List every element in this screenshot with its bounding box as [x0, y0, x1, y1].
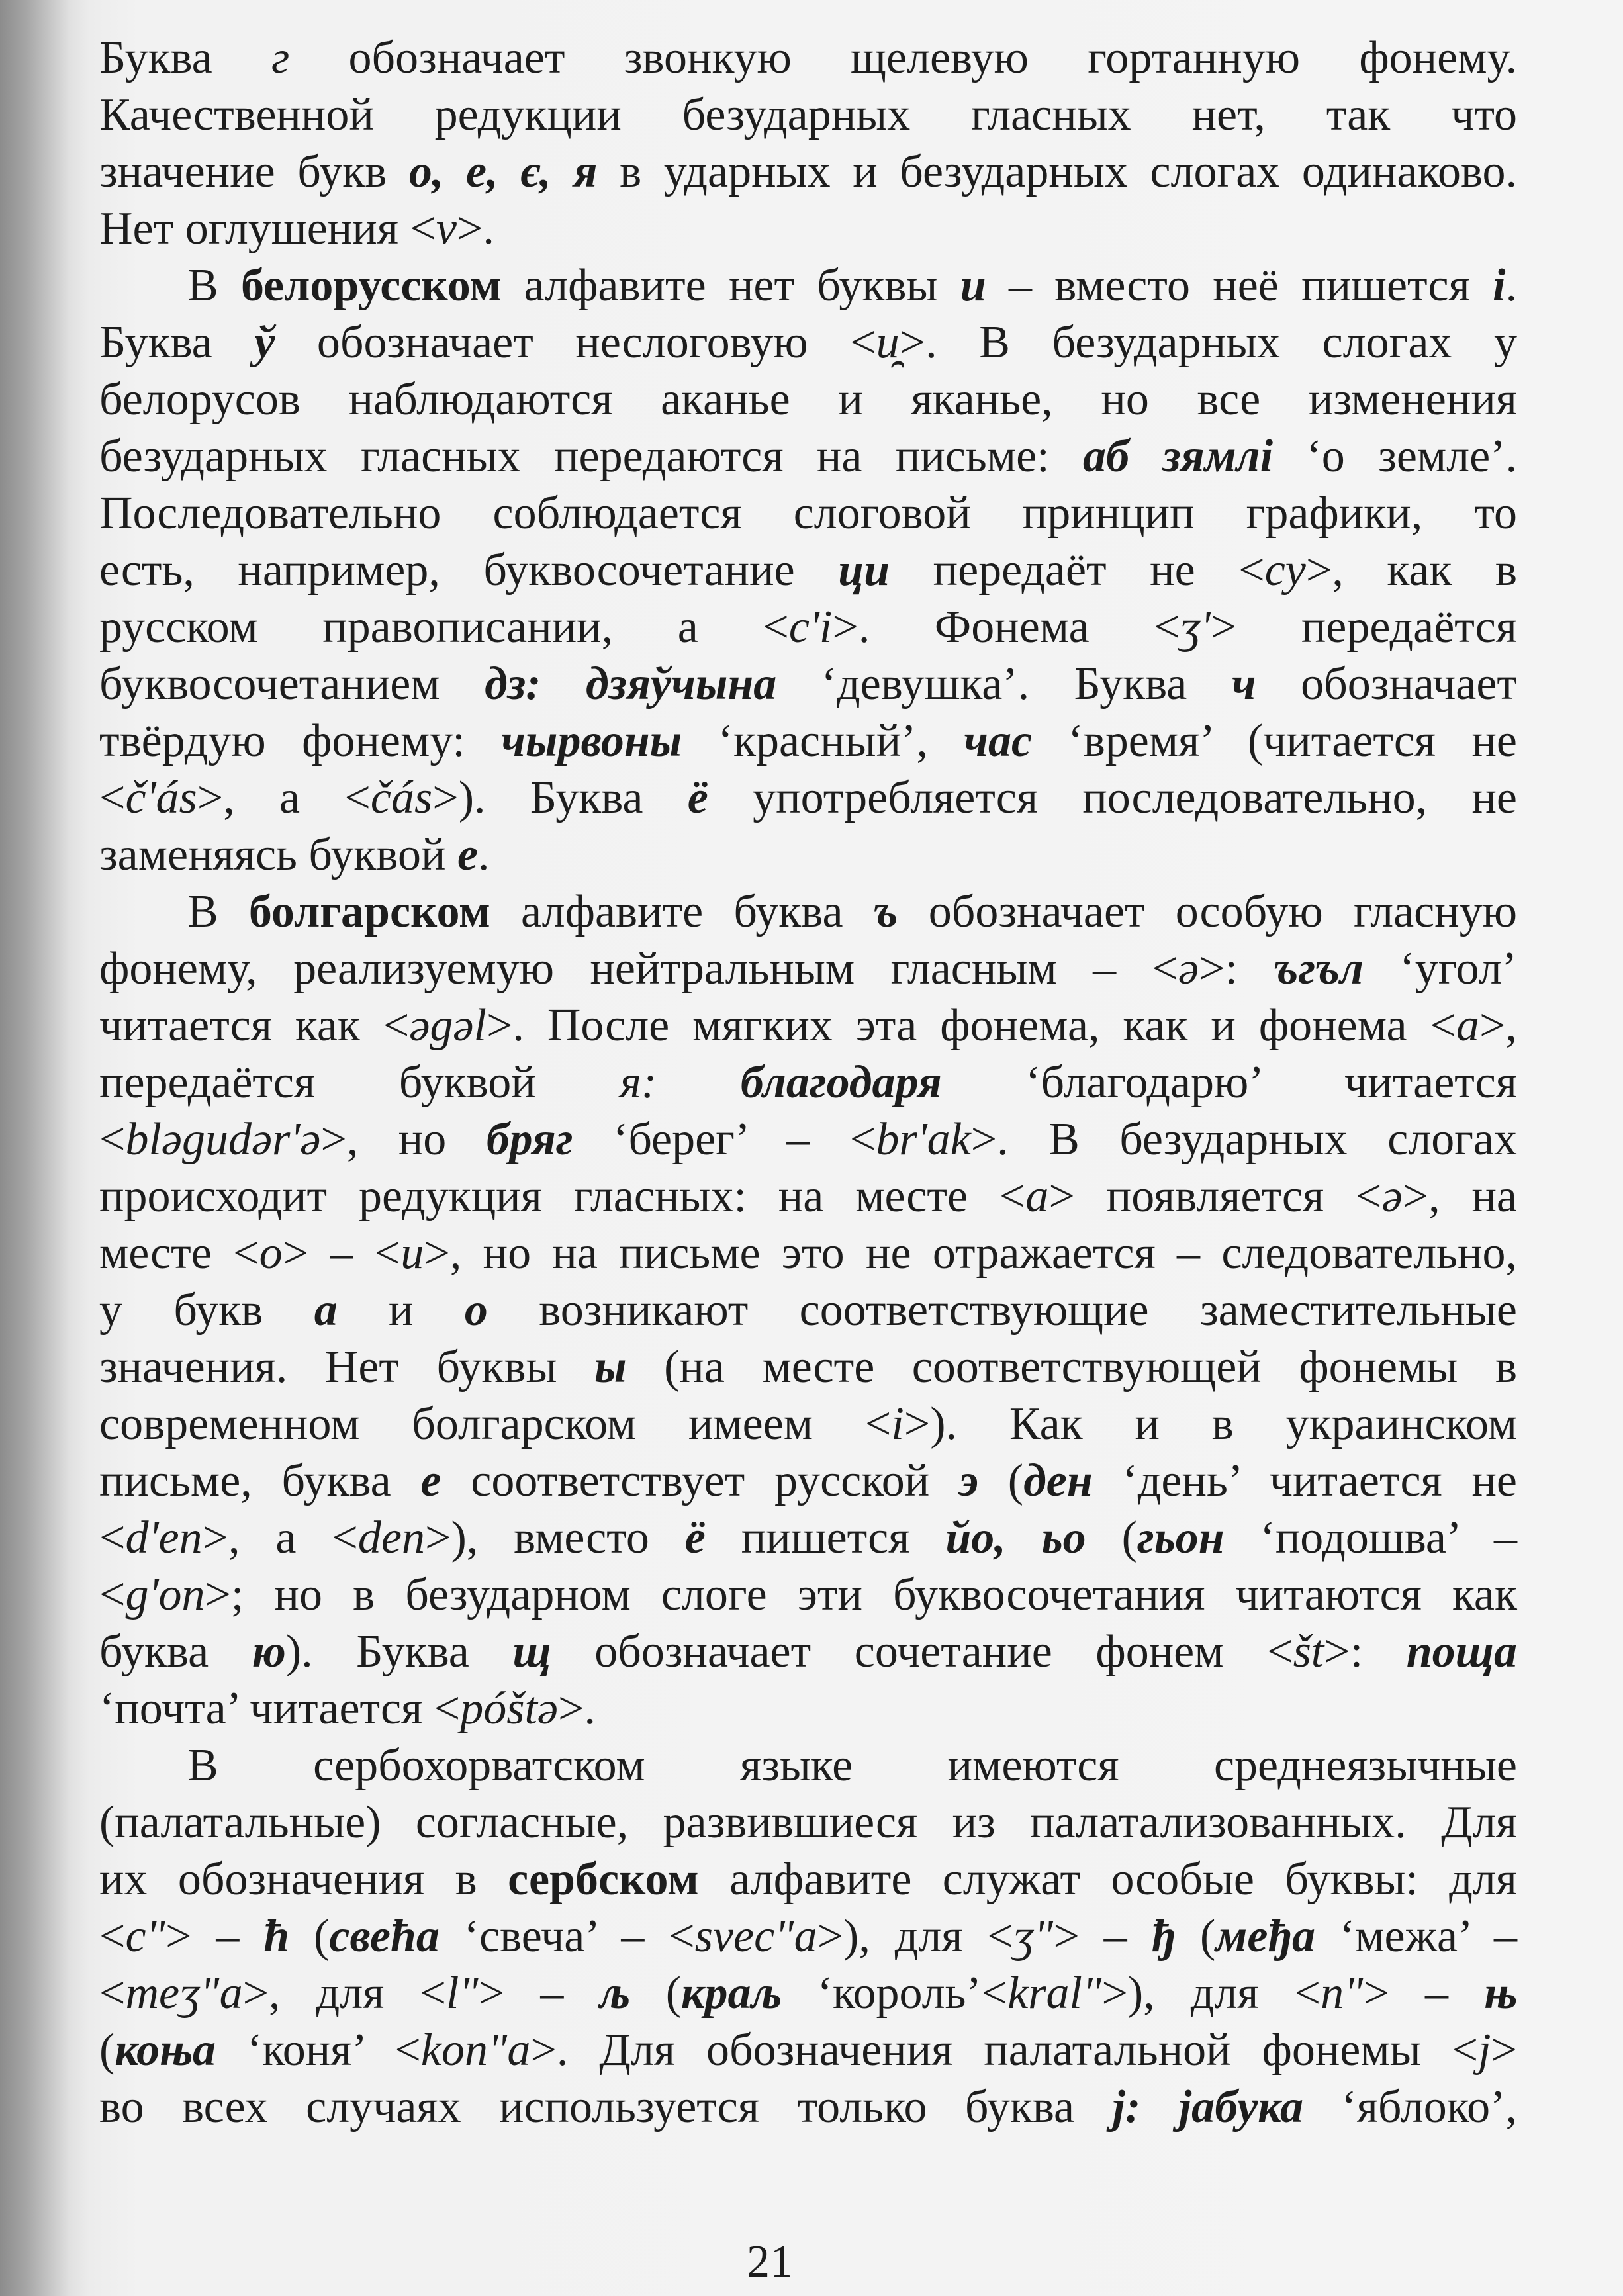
plain-text: ). Буква	[285, 1626, 513, 1677]
plain-text: обозначает особую гласную	[898, 886, 1517, 937]
italic-text: j	[1478, 2025, 1491, 2076]
italic-text: o	[259, 1228, 283, 1279]
italic-text: я:	[620, 1057, 657, 1108]
plain-text: >. Фонема <	[832, 602, 1180, 653]
italic-text: г	[271, 32, 290, 83]
bold-italic-text: њ	[1484, 1968, 1518, 2019]
italic-text: a	[1456, 1000, 1480, 1051]
text-line	[99, 827, 1517, 884]
plain-text: >, как в	[1305, 545, 1518, 596]
plain-text: >), для <	[1101, 1968, 1321, 2019]
plain-text: ‘благодарю’ читается	[941, 1057, 1517, 1108]
plain-text: и	[337, 1285, 465, 1336]
bold-italic-text: ъ	[873, 886, 898, 937]
plain-text: >, но	[320, 1114, 487, 1165]
plain-text: Качественной редукции безударных гласных нет, так что	[99, 89, 1517, 140]
bold-italic-text: бряг	[486, 1114, 573, 1165]
plain-text: ‘время’ (читается не	[1032, 715, 1517, 766]
plain-text: >, а <	[197, 772, 371, 823]
plain-text: – вместо неё пишется	[986, 260, 1493, 311]
plain-text: фонему, реализуемую нейтральным гласным – <	[99, 943, 1178, 994]
plain-text: алфавите буква	[490, 886, 874, 937]
bold-italic-text: о	[464, 1285, 488, 1336]
plain-text: <	[99, 1114, 126, 1165]
plain-text: >:	[1199, 943, 1274, 994]
italic-text: ʒ'	[1180, 602, 1211, 653]
text-line	[99, 1339, 1517, 1396]
plain-text: ‘межа’ –	[1315, 1911, 1518, 1962]
italic-text: ʒ"	[1013, 1911, 1054, 1962]
bold-text: белорусском	[240, 260, 502, 311]
text-line	[99, 542, 1517, 599]
italic-text: kon"a	[420, 2025, 531, 2076]
italic-text: svec"a	[694, 1911, 817, 1962]
italic-text: čás	[370, 772, 433, 823]
plain-text: >.	[456, 203, 494, 254]
plain-text: ‘берег’ – <	[573, 1114, 876, 1165]
plain-text: ‘девушка’. Буква	[776, 659, 1232, 710]
bold-italic-text: ци	[838, 545, 890, 596]
bold-italic-text: ћ	[263, 1911, 290, 1962]
plain-text: >). Как и в украинском	[904, 1399, 1517, 1449]
plain-text: ‘свеча’ – <	[439, 1911, 695, 1962]
plain-text: во всех случаях используется только буква	[99, 2082, 1113, 2133]
plain-text: обозначает неслоговую <	[275, 317, 876, 368]
italic-text: ə	[1178, 943, 1199, 994]
plain-text: > –	[1053, 1911, 1152, 1962]
text-line	[99, 599, 1517, 656]
text-line	[99, 257, 1517, 314]
plain-text: возникают соответствующие заместительные	[487, 1285, 1517, 1336]
plain-text: письме, буква	[99, 1455, 421, 1506]
plain-text: >, на	[1402, 1171, 1517, 1222]
italic-text: póštə	[460, 1683, 558, 1734]
italic-text: n"	[1321, 1968, 1364, 2019]
text-line	[99, 314, 1517, 371]
plain-text: >:	[1324, 1626, 1407, 1677]
bold-italic-text: щ	[512, 1626, 551, 1677]
text-line	[99, 713, 1517, 770]
bold-italic-text: ђ	[1151, 1911, 1176, 1962]
italic-text: u̯	[876, 317, 900, 368]
bold-italic-text: дз: дзяўчына	[485, 659, 777, 710]
plain-text: (	[289, 1911, 330, 1962]
plain-text: (	[99, 2025, 115, 2076]
text-line	[99, 2022, 1517, 2079]
plain-text: > – <	[282, 1228, 401, 1279]
plain-text: > –	[165, 1911, 264, 1962]
italic-text: u	[400, 1228, 424, 1279]
bold-italic-text: и	[960, 260, 986, 311]
italic-text: bləgudər'ə	[125, 1114, 321, 1165]
plain-text: употребляется последовательно, не	[708, 772, 1517, 823]
plain-text: обозначает звонкую щелевую гортанную фонему.	[289, 32, 1517, 83]
bold-italic-text: е	[457, 829, 479, 880]
italic-text: g'on	[125, 1569, 205, 1620]
plain-text: передаётся буквой	[99, 1057, 620, 1108]
plain-text: > появляется <	[1048, 1171, 1382, 1222]
page-text	[99, 30, 1517, 2136]
plain-text: заменяясь буквой	[99, 829, 457, 880]
paragraph	[99, 30, 1517, 257]
plain-text: (	[978, 1455, 1024, 1506]
bold-italic-text: ден	[1023, 1455, 1093, 1506]
plain-text: >. В безударных слогах	[970, 1114, 1517, 1165]
plain-text: белорусов наблюдаются аканье и яканье, но все изменения	[99, 374, 1517, 425]
plain-text: ‘день’ читается не	[1092, 1455, 1518, 1506]
plain-text: читается как <	[99, 1000, 410, 1051]
plain-text: есть, например, буквосочетание	[99, 545, 839, 596]
plain-text: >	[1491, 2025, 1518, 2076]
plain-text: в ударных и безударных слогах одинаково.	[597, 146, 1518, 197]
italic-text: l"	[445, 1968, 479, 2019]
bold-italic-text: ё	[687, 772, 708, 823]
plain-text: >,	[1479, 1000, 1518, 1051]
italic-text: c"	[125, 1911, 165, 1962]
italic-text: əgəl	[409, 1000, 487, 1051]
plain-text: > –	[1363, 1968, 1485, 2019]
text-line	[99, 1054, 1517, 1111]
bold-italic-text: е	[420, 1455, 441, 1506]
paragraph	[99, 257, 1517, 884]
plain-text: значение букв	[99, 146, 409, 197]
plain-text: >. В безударных слогах у	[899, 317, 1517, 368]
bold-italic-text: благодаря	[740, 1057, 942, 1108]
italic-text: št	[1293, 1626, 1324, 1677]
plain-text: русском правописании, а <	[99, 602, 789, 653]
text-line	[99, 144, 1517, 201]
text-line	[99, 1567, 1517, 1624]
italic-text: cy	[1264, 545, 1306, 596]
text-line	[99, 371, 1517, 428]
plain-text: (	[629, 1968, 682, 2019]
plain-text: <	[99, 1512, 126, 1563]
italic-text: c'i	[788, 602, 833, 653]
plain-text: ‘коня’ <	[216, 2025, 421, 2076]
text-line	[99, 1111, 1517, 1168]
italic-text: i	[891, 1399, 904, 1449]
plain-text: ‘король’<	[781, 1968, 1008, 2019]
text-line	[99, 485, 1517, 542]
plain-text: Нет оглушения <	[99, 203, 436, 254]
plain-text: ‘угол’	[1363, 943, 1517, 994]
plain-text: .	[1505, 260, 1517, 311]
bold-italic-text: поща	[1406, 1626, 1517, 1677]
plain-text: (	[1086, 1512, 1137, 1563]
bold-text: сербском	[508, 1854, 699, 1905]
plain-text: >, для <	[242, 1968, 446, 2019]
bold-italic-text: коња	[115, 2025, 216, 2076]
plain-text: > –	[478, 1968, 600, 2019]
plain-text: их обозначения в	[99, 1854, 508, 1905]
bold-italic-text: краљ	[681, 1968, 782, 2019]
bold-italic-text: ъгъл	[1274, 943, 1364, 994]
text-line	[99, 1225, 1517, 1282]
text-line	[99, 941, 1517, 997]
bold-italic-text: о, е, є, я	[408, 146, 598, 197]
plain-text: <	[99, 1968, 126, 2019]
bold-italic-text: свећа	[329, 1911, 440, 1962]
plain-text: Буква	[99, 317, 255, 368]
plain-text: Буква	[99, 32, 271, 83]
bold-italic-text: чырвоны	[501, 715, 682, 766]
plain-text: ‘красный’,	[682, 715, 964, 766]
text-line	[99, 428, 1517, 485]
plain-text: (	[1176, 1911, 1216, 1962]
text-line	[99, 1624, 1517, 1680]
bold-italic-text: э	[958, 1455, 978, 1506]
bold-italic-text: час	[964, 715, 1033, 766]
plain-text: современном болгарском имеем <	[99, 1399, 892, 1449]
bold-text: болгарском	[248, 886, 490, 937]
plain-text: В сербохорватском языке имеются среднеязычные	[187, 1740, 1517, 1791]
text-line	[99, 656, 1517, 713]
italic-text: d'en	[125, 1512, 203, 1563]
paragraph	[99, 884, 1517, 1737]
plain-text	[657, 1057, 741, 1108]
plain-text: значения. Нет буквы	[99, 1342, 595, 1393]
text-line	[99, 1168, 1517, 1225]
plain-text: <	[99, 1911, 126, 1962]
bold-italic-text: йо, ьо	[945, 1512, 1086, 1563]
plain-text: у букв	[99, 1285, 314, 1336]
plain-text: > передаётся	[1210, 602, 1517, 653]
text-line	[99, 884, 1517, 941]
plain-text: (на месте соответствующей фонемы в	[626, 1342, 1517, 1393]
text-line	[99, 1794, 1517, 1851]
text-line	[99, 1282, 1517, 1339]
plain-text: В	[187, 260, 241, 311]
italic-text: č'ás	[125, 772, 197, 823]
plain-text: >.	[558, 1683, 596, 1734]
italic-text: meʒ"a	[125, 1968, 243, 2019]
italic-text: v	[436, 203, 457, 254]
bold-italic-text: ю	[252, 1626, 286, 1677]
plain-text: безударных гласных передаются на письме:	[99, 431, 1084, 482]
text-line	[99, 1396, 1517, 1453]
bold-italic-text: ј: јабука	[1112, 2082, 1303, 2133]
text-line	[99, 87, 1517, 144]
plain-text: твёрдую фонему:	[99, 715, 502, 766]
plain-text: передаёт не <	[890, 545, 1265, 596]
plain-text: >. После мягких эта фонема, как и фонема <	[486, 1000, 1457, 1051]
bold-italic-text: љ	[599, 1968, 630, 2019]
plain-text: >. Для обозначения палатальной фонемы <	[530, 2025, 1479, 2076]
paragraph	[99, 1737, 1517, 2136]
text-line	[99, 1510, 1517, 1567]
plain-text: <	[99, 772, 126, 823]
plain-text: ‘подошва’ –	[1224, 1512, 1518, 1563]
plain-text: ‘яблоко’,	[1303, 2082, 1517, 2133]
italic-text: kral"	[1007, 1968, 1102, 2019]
italic-text: ə	[1381, 1171, 1403, 1222]
plain-text: ‘почта’ читается <	[99, 1683, 461, 1734]
text-line	[99, 1851, 1517, 1908]
plain-text: >). Буква	[432, 772, 688, 823]
plain-text: обозначает сочетание фонем <	[551, 1626, 1293, 1677]
plain-text: >, а <	[202, 1512, 358, 1563]
plain-text: В	[187, 886, 249, 937]
text-line	[99, 2079, 1517, 2136]
bold-italic-text: међа	[1215, 1911, 1316, 1962]
plain-text: <	[99, 1569, 126, 1620]
bold-italic-text: ы	[594, 1342, 627, 1393]
bold-italic-text: ё	[684, 1512, 706, 1563]
text-line	[99, 770, 1517, 827]
bold-italic-text: аб зямлі	[1083, 431, 1274, 482]
text-line	[99, 1453, 1517, 1510]
text-line	[99, 1737, 1517, 1794]
bold-italic-text: а	[314, 1285, 338, 1336]
italic-text: a	[1025, 1171, 1049, 1222]
plain-text: алфавите служат особые буквы: для	[698, 1854, 1517, 1905]
plain-text: пишется	[705, 1512, 946, 1563]
text-line	[99, 30, 1517, 87]
bold-italic-text: гьон	[1136, 1512, 1225, 1563]
plain-text: соответствует русской	[441, 1455, 959, 1506]
plain-text: буква	[99, 1626, 252, 1677]
bold-italic-text: ч	[1231, 659, 1256, 710]
plain-text: обозначает	[1256, 659, 1518, 710]
plain-text: буквосочетанием	[99, 659, 485, 710]
text-line	[99, 997, 1517, 1054]
plain-text: происходит редукция гласных: на месте <	[99, 1171, 1026, 1222]
plain-text: Последовательно соблюдается слоговой принцип графики, то	[99, 488, 1517, 539]
plain-text: >; но в безударном слоге эти буквосочетания читаются как	[205, 1569, 1517, 1620]
bold-italic-text: і	[1493, 260, 1506, 311]
plain-text: (палатальные) согласные, развившиеся из палатализованных. Для	[99, 1797, 1517, 1848]
plain-text: >, но на письме это не отражается – следовательно,	[424, 1228, 1517, 1279]
plain-text: .	[478, 829, 490, 880]
plain-text: ‘о земле’.	[1273, 431, 1517, 482]
text-line	[99, 1908, 1517, 1965]
text-line	[99, 201, 1517, 257]
plain-text: алфавите нет буквы	[501, 260, 960, 311]
bold-italic-text: ў	[254, 317, 275, 368]
page-number: 21	[747, 2236, 793, 2287]
plain-text: >), для <	[817, 1911, 1013, 1962]
italic-text: br'ak	[876, 1114, 971, 1165]
plain-text: месте <	[99, 1228, 259, 1279]
text-line	[99, 1965, 1517, 2022]
italic-text: den	[357, 1512, 425, 1563]
plain-text: >), вместо	[424, 1512, 685, 1563]
text-line	[99, 1680, 1517, 1737]
